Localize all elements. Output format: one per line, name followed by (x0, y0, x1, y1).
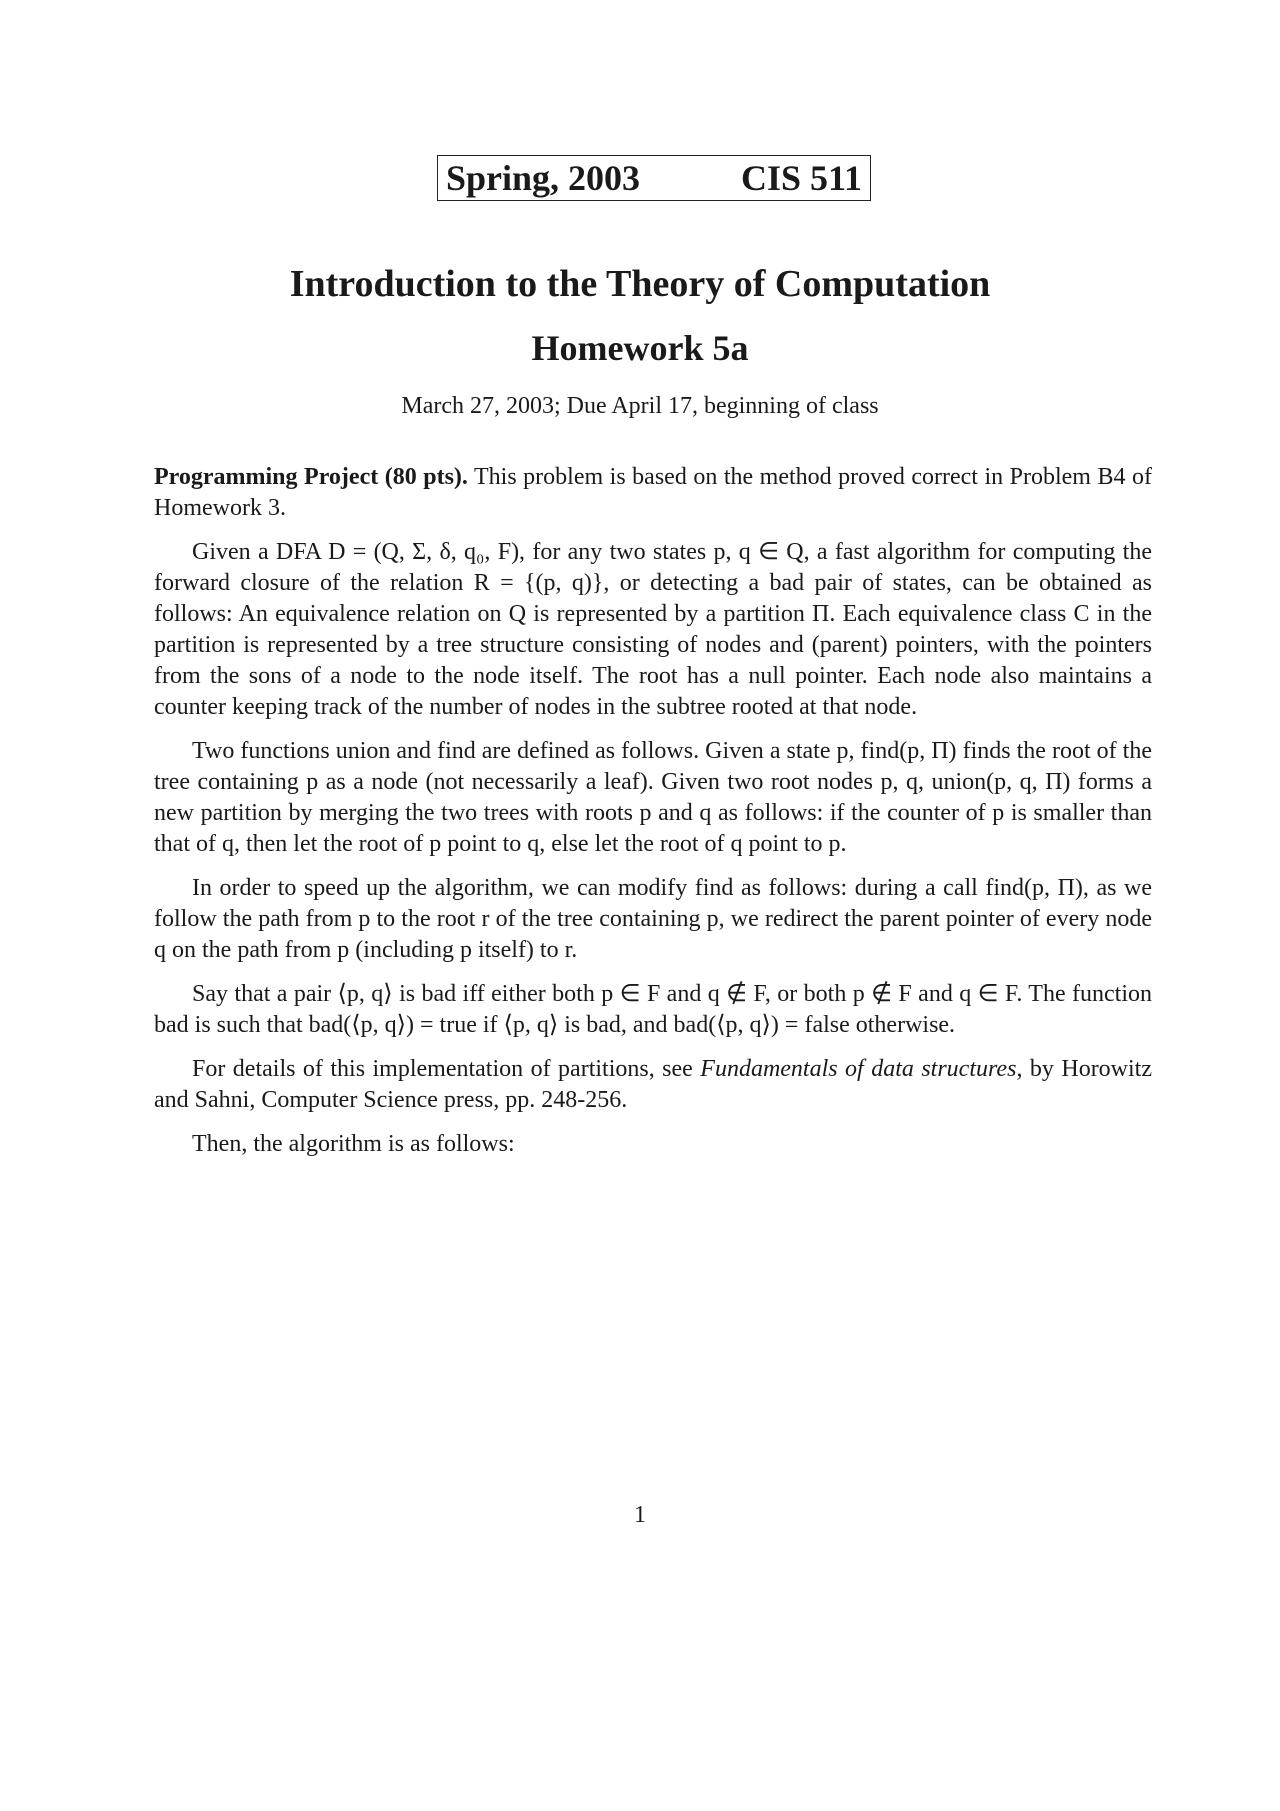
document-title: Introduction to the Theory of Computation (289, 263, 991, 305)
course-header-box (437, 155, 871, 201)
paragraph-path-compression: In order to speed up the algorithm, we can modify find as follows: during a call find(p, Π), as we follow the path from p to the root r of the tree containing p, we redirect the parent pointer of every node q on the path from p (including p itself) to r. (154, 875, 1152, 963)
homework-title: Homework 5a (531, 328, 749, 368)
paragraph-bad-pair: Say that a pair ⟨p, q⟩ is bad iff either both p ∈ F and q ∉ F, or both p ∉ F and q ∈ F. The function bad is such that bad(⟨p, q⟩) = true if ⟨p, q⟩ is bad, and bad(⟨p, q⟩) = false otherwise. (154, 981, 1152, 1038)
project-paragraph (154, 462, 1152, 524)
paragraph-dfa: Given a DFA D = (Q, Σ, δ, q₀, F), for any two states p, q ∈ Q, a fast algorithm for computing the forward closure of the relation R = {(p, q)}, or detecting a bad pair of states, can be obtained as follows: An equivalence relation on Q is represented by a partition Π. Each equivalence class C in the partition is represented by a tree structure consisting of nodes and (parent) pointers, with the pointers from the sons of a node to the node itself. The root has a null pointer. Each node also maintains a counter keeping track of the number of nodes in the subtree rooted at that node. (154, 539, 1152, 720)
reference-before: For details of this implementation of partitions, see (192, 1056, 693, 1082)
reference-after: , by Horowitz and Sahni, Computer Science press, pp. 248-256. (154, 1056, 1153, 1113)
reference-book-title: Fundamentals of data structures (700, 1056, 1017, 1082)
dateline: March 27, 2003; Due April 17, beginning of class (401, 393, 879, 419)
course-code: CIS 511 (740, 158, 862, 198)
page-number: 1 (634, 1502, 646, 1528)
term-label: Spring, 2003 (446, 158, 641, 198)
paragraph-union-find: Two functions union and find are defined as follows. Given a state p, find(p, Π) finds the root of the tree containing p as a node (not necessarily a leaf). Given two root nodes p, q, union(p, q, Π) forms a new partition by merging the two trees with roots p and q as follows: if the counter of p is smaller than that of q, then let the root of p point to q, else let the root of q point to p. (154, 738, 1152, 857)
project-intro: This problem is based on the method proved correct in Problem B4 of Homework 3. (154, 464, 1152, 521)
document-body (154, 462, 1152, 1173)
paragraph-algorithm-intro: Then, the algorithm is as follows: (192, 1131, 515, 1157)
project-heading: Programming Project (80 pts). (154, 464, 468, 490)
paragraph-reference (154, 1054, 1152, 1116)
